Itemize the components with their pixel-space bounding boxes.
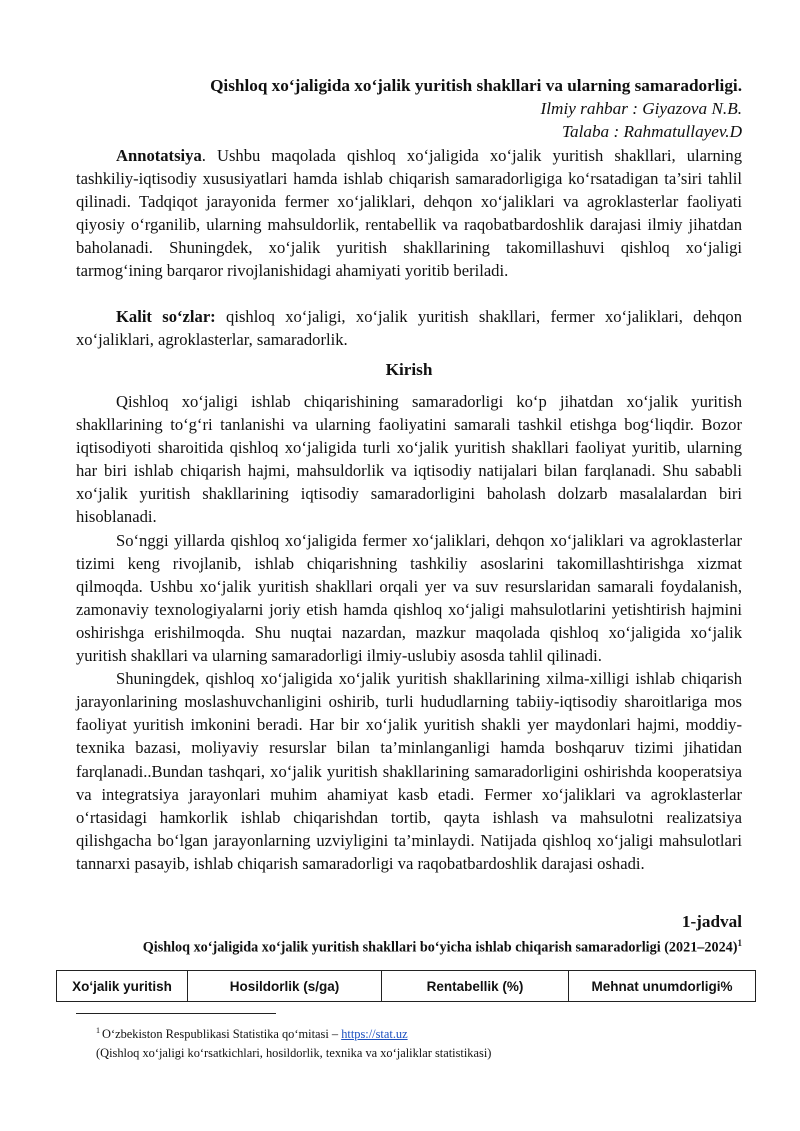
footnote-source-line xyxy=(96,1021,491,1044)
table-header-cell: Rentabellik (%) xyxy=(382,971,569,1002)
intro-paragraph-3: Shuningdek, qishloq xo‘jaligida xo‘jalik yuritish shakllarining xilma-xilligi ishlab chiqarish jarayonlarining moslashuvchanligini oshirib, turli hududlarning tabiiy-iqtisodiy sharoitlariga mos faoliyat yuritish imkonini beradi. Har bir xo‘jalik yuritish shakli yer maydonlari hajmi, moddiy-texnika bazasi, moliyaviy resurslar bilan ta’minlanganligi hamda boshqaruv tizimi jihatidan farqlanadi..Bundan tashqari, xo‘jalik yuritish shakllarining samaradorligini oshirishda kooperatsiya va integratsiya jarayonlari muhim ahamiyat kasb etadi. Fermer xo‘jaliklari va agroklasterlar o‘rtasidagi hamkorlik ishlab chiqarishdan tortib, qayta ishlash va mahsulotni realizatsiya qilishgacha bo‘lgan jarayonlarning uzviyligini ta’minlaydi. Natijada qishloq xo‘jaligi mahsulotlari tannarxi pasayib, ishlab chiqarish samaradorligi va raqobatbardoshlik darajasi oshadi. xyxy=(76,669,742,873)
footnote-source: O‘zbekiston Respublikasi Statistika qo‘mitasi – xyxy=(102,1027,342,1042)
table-number: 1-jadval xyxy=(681,912,742,931)
table-header-cell: Mehnat unumdorligi% xyxy=(569,971,756,1002)
student-line: Talaba : Rahmatullayev.D xyxy=(562,122,742,141)
supervisor-line: Ilmiy rahbar : Giyazova N.B. xyxy=(540,99,742,118)
keywords-label: Kalit so‘zlar: xyxy=(116,307,216,326)
keywords-section xyxy=(76,305,742,351)
table-caption-block xyxy=(76,910,742,958)
keywords-paragraph xyxy=(76,305,742,351)
footnote-mark: 1 xyxy=(96,1026,100,1035)
abstract-paragraph xyxy=(76,144,742,283)
data-table xyxy=(56,970,756,1002)
table-header-cell: Hosildorlik (s/ga) xyxy=(188,971,382,1002)
table-caption xyxy=(76,933,742,958)
intro-paragraph-1: Qishloq xo‘jaligi ishlab chiqarishining samaradorligi ko‘p jihatdan xo‘jalik yuritish shakllarining to‘g‘ri tanlanishi va ularning faoliyatini samarali tashkil etishga bog‘liqdir. Bozor iqtisodiyoti sharoitida qishloq xo‘jaligida turli xo‘jalik yuritish shakllari faoliyat yuritib, ularning har biri ishlab chiqarish hajmi, mahsuldorlik va iqtisodiy natijalari bilan farqlanadi. Shu sababli xo‘jalik yuritish shakllarining iqtisodiy samaradorligini baholash dolzarb masalalardan biri hisoblanadi. xyxy=(76,392,742,527)
section-heading-intro: Kirish xyxy=(385,360,433,379)
abstract-text: . Ushbu maqolada qishloq xo‘jaligida xo‘jalik yuritish shakllari, ularning tashkiliy-iqtisodiy xususiyatlari hamda ishlab chiqarish samaradorligiga ko‘rsatadigan ta’siri tahlil qilinadi. Tadqiqot jarayonida fermer xo‘jaliklari, dehqon xo‘jaliklari va agroklasterlar faoliyati qiyosiy o‘rganilib, ularning mahsuldorlik, rentabellik va raqobatbardoshlik darajasi ilmiy jihatdan baholanadi. Shuningdek, xo‘jalik yuritish shakllarining takomillashuvi qishloq xo‘jaligi tarmog‘ining barqaror rivojlanishidagi ahamiyati yoritib beriladi. xyxy=(76,146,742,281)
footnote-note: (Qishloq xo‘jaligi ko‘rsatkichlari, hosildorlik, texnika va xo‘jaliklar statistikasi) xyxy=(96,1046,492,1061)
footnote xyxy=(96,1021,491,1063)
abstract-section xyxy=(76,144,742,283)
intro-section xyxy=(76,390,742,875)
table-footnote-ref[interactable]: 1 xyxy=(737,938,742,948)
table-header-row xyxy=(57,971,756,1002)
footnote-link[interactable]: https://stat.uz xyxy=(341,1027,408,1042)
keywords-text: qishloq xo‘jaligi, xo‘jalik yuritish shakllari, fermer xo‘jaliklari, dehqon xo‘jaliklari, agroklasterlar, samaradorlik. xyxy=(76,307,743,350)
intro-paragraph-2: So‘nggi yillarda qishloq xo‘jaligida fermer xo‘jaliklari, dehqon xo‘jaliklari va agroklasterlar tizimi keng rivojlanib, ishlab chiqarishning tashkiliy asoslarini takomillashtirishga xizmat qilmoqda. Ushbu xo‘jalik yuritish shakllari orqali yer va suv resurslaridan samarali foydalanish, zamonaviy texnologiyalarni joriy etish hamda qishloq xo‘jaligi mahsulotlarini yetishtirish hajmini oshirishga erishilmoqda. Shu nuqtai nazardan, mazkur maqolada qishloq xo‘jaligida xo‘jalik yuritish shakllari va ularning samaradorligi ilmiy-uslubiy asosda tahlil qilinadi. xyxy=(76,530,742,666)
title-block xyxy=(76,74,742,143)
footnote-divider xyxy=(76,1013,276,1014)
abstract-label: Annotatsiya xyxy=(116,146,202,165)
paper-title: Qishloq xo‘jaligida xo‘jalik yuritish shakllari va ularning samaradorligi. xyxy=(210,76,742,95)
table-caption-text: Qishloq xo‘jaligida xo‘jalik yuritish shakllari bo‘yicha ishlab chiqarish samaradorligi (2021–2024) xyxy=(142,939,738,956)
table-header-cell: Xo‘jalik yuritish xyxy=(57,971,188,1002)
